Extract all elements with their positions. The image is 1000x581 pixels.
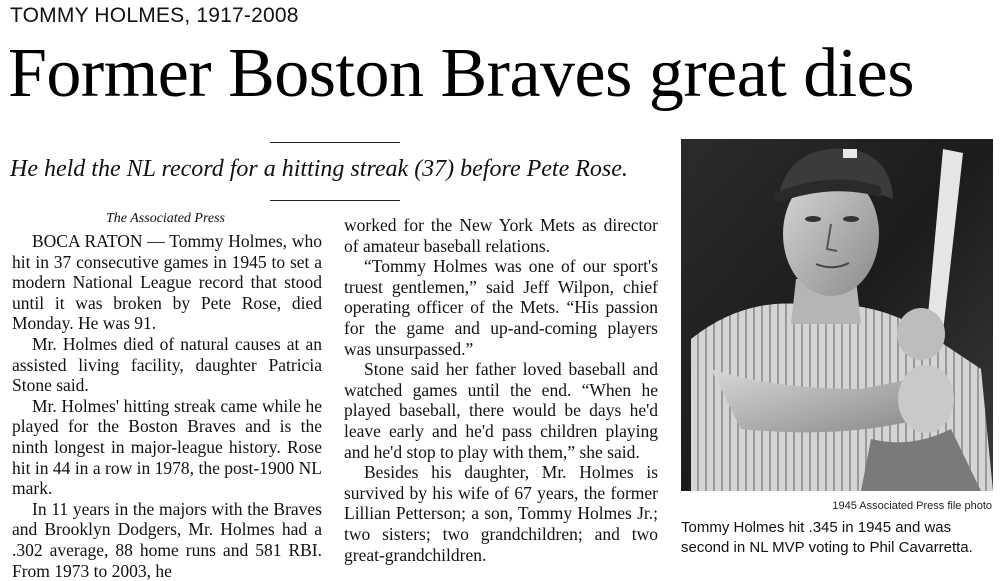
deck: He held the NL record for a hitting streak (37) before Pete Rose. <box>10 156 628 182</box>
photo-caption: Tommy Holmes hit .345 in 1945 and was second in NL MVP voting to Phil Cavarretta. <box>681 519 973 556</box>
headline: Former Boston Braves great dies <box>8 35 914 112</box>
paragraph: Stone said her father loved baseball and watched games until the end. “When he played baseball, there would be days he'd leave early and he'd pass children playing and he'd stop to play with them,” she said. <box>344 359 658 462</box>
player-photo-illustration <box>681 139 993 491</box>
deck-top-rule <box>270 142 400 143</box>
deck-bottom-rule <box>270 200 400 201</box>
player-photo <box>681 139 993 491</box>
paragraph: Mr. Holmes' hitting streak came while he played for the Boston Braves and is the ninth longest in major-league history. Rose hit in 44 in a row in 1978, the post-1900 NL mark. <box>12 395 322 499</box>
paragraph: In 11 years in the majors with the Braves and Brooklyn Dodgers, Mr. Holmes had a .302 average, 88 home runs and 581 RBI. From 1973 to 2003, he <box>12 498 322 581</box>
kicker: TOMMY HOLMES, 1917-2008 <box>10 4 299 27</box>
article-column-middle <box>344 215 658 565</box>
byline: The Associated Press <box>106 211 225 226</box>
paragraph: “Tommy Holmes was one of our sport's truest gentlemen,” said Jeff Wilpon, chief operating officer of the Mets. “His passion for the game and up-and-coming players was unsurpassed.” <box>344 256 658 359</box>
paragraph: BOCA RATON — Tommy Holmes, who hit in 37 consecutive games in 1945 to set a modern National League record that stood until it was broken by Pete Rose, died Monday. He was 91. <box>12 231 322 334</box>
paragraph: Besides his daughter, Mr. Holmes is survived by his wife of 67 years, the former Lillian Petterson; a son, Tommy Holmes Jr.; two sisters; two grandchildren; and two great-grandchildren. <box>344 462 658 565</box>
article-column-left <box>12 231 322 581</box>
paragraph: worked for the New York Mets as director of amateur baseball relations. <box>344 215 658 256</box>
paragraph: Mr. Holmes died of natural causes at an assisted living facility, daughter Patricia Stone said. <box>12 333 322 396</box>
photo-credit: 1945 Associated Press file photo <box>832 500 992 512</box>
